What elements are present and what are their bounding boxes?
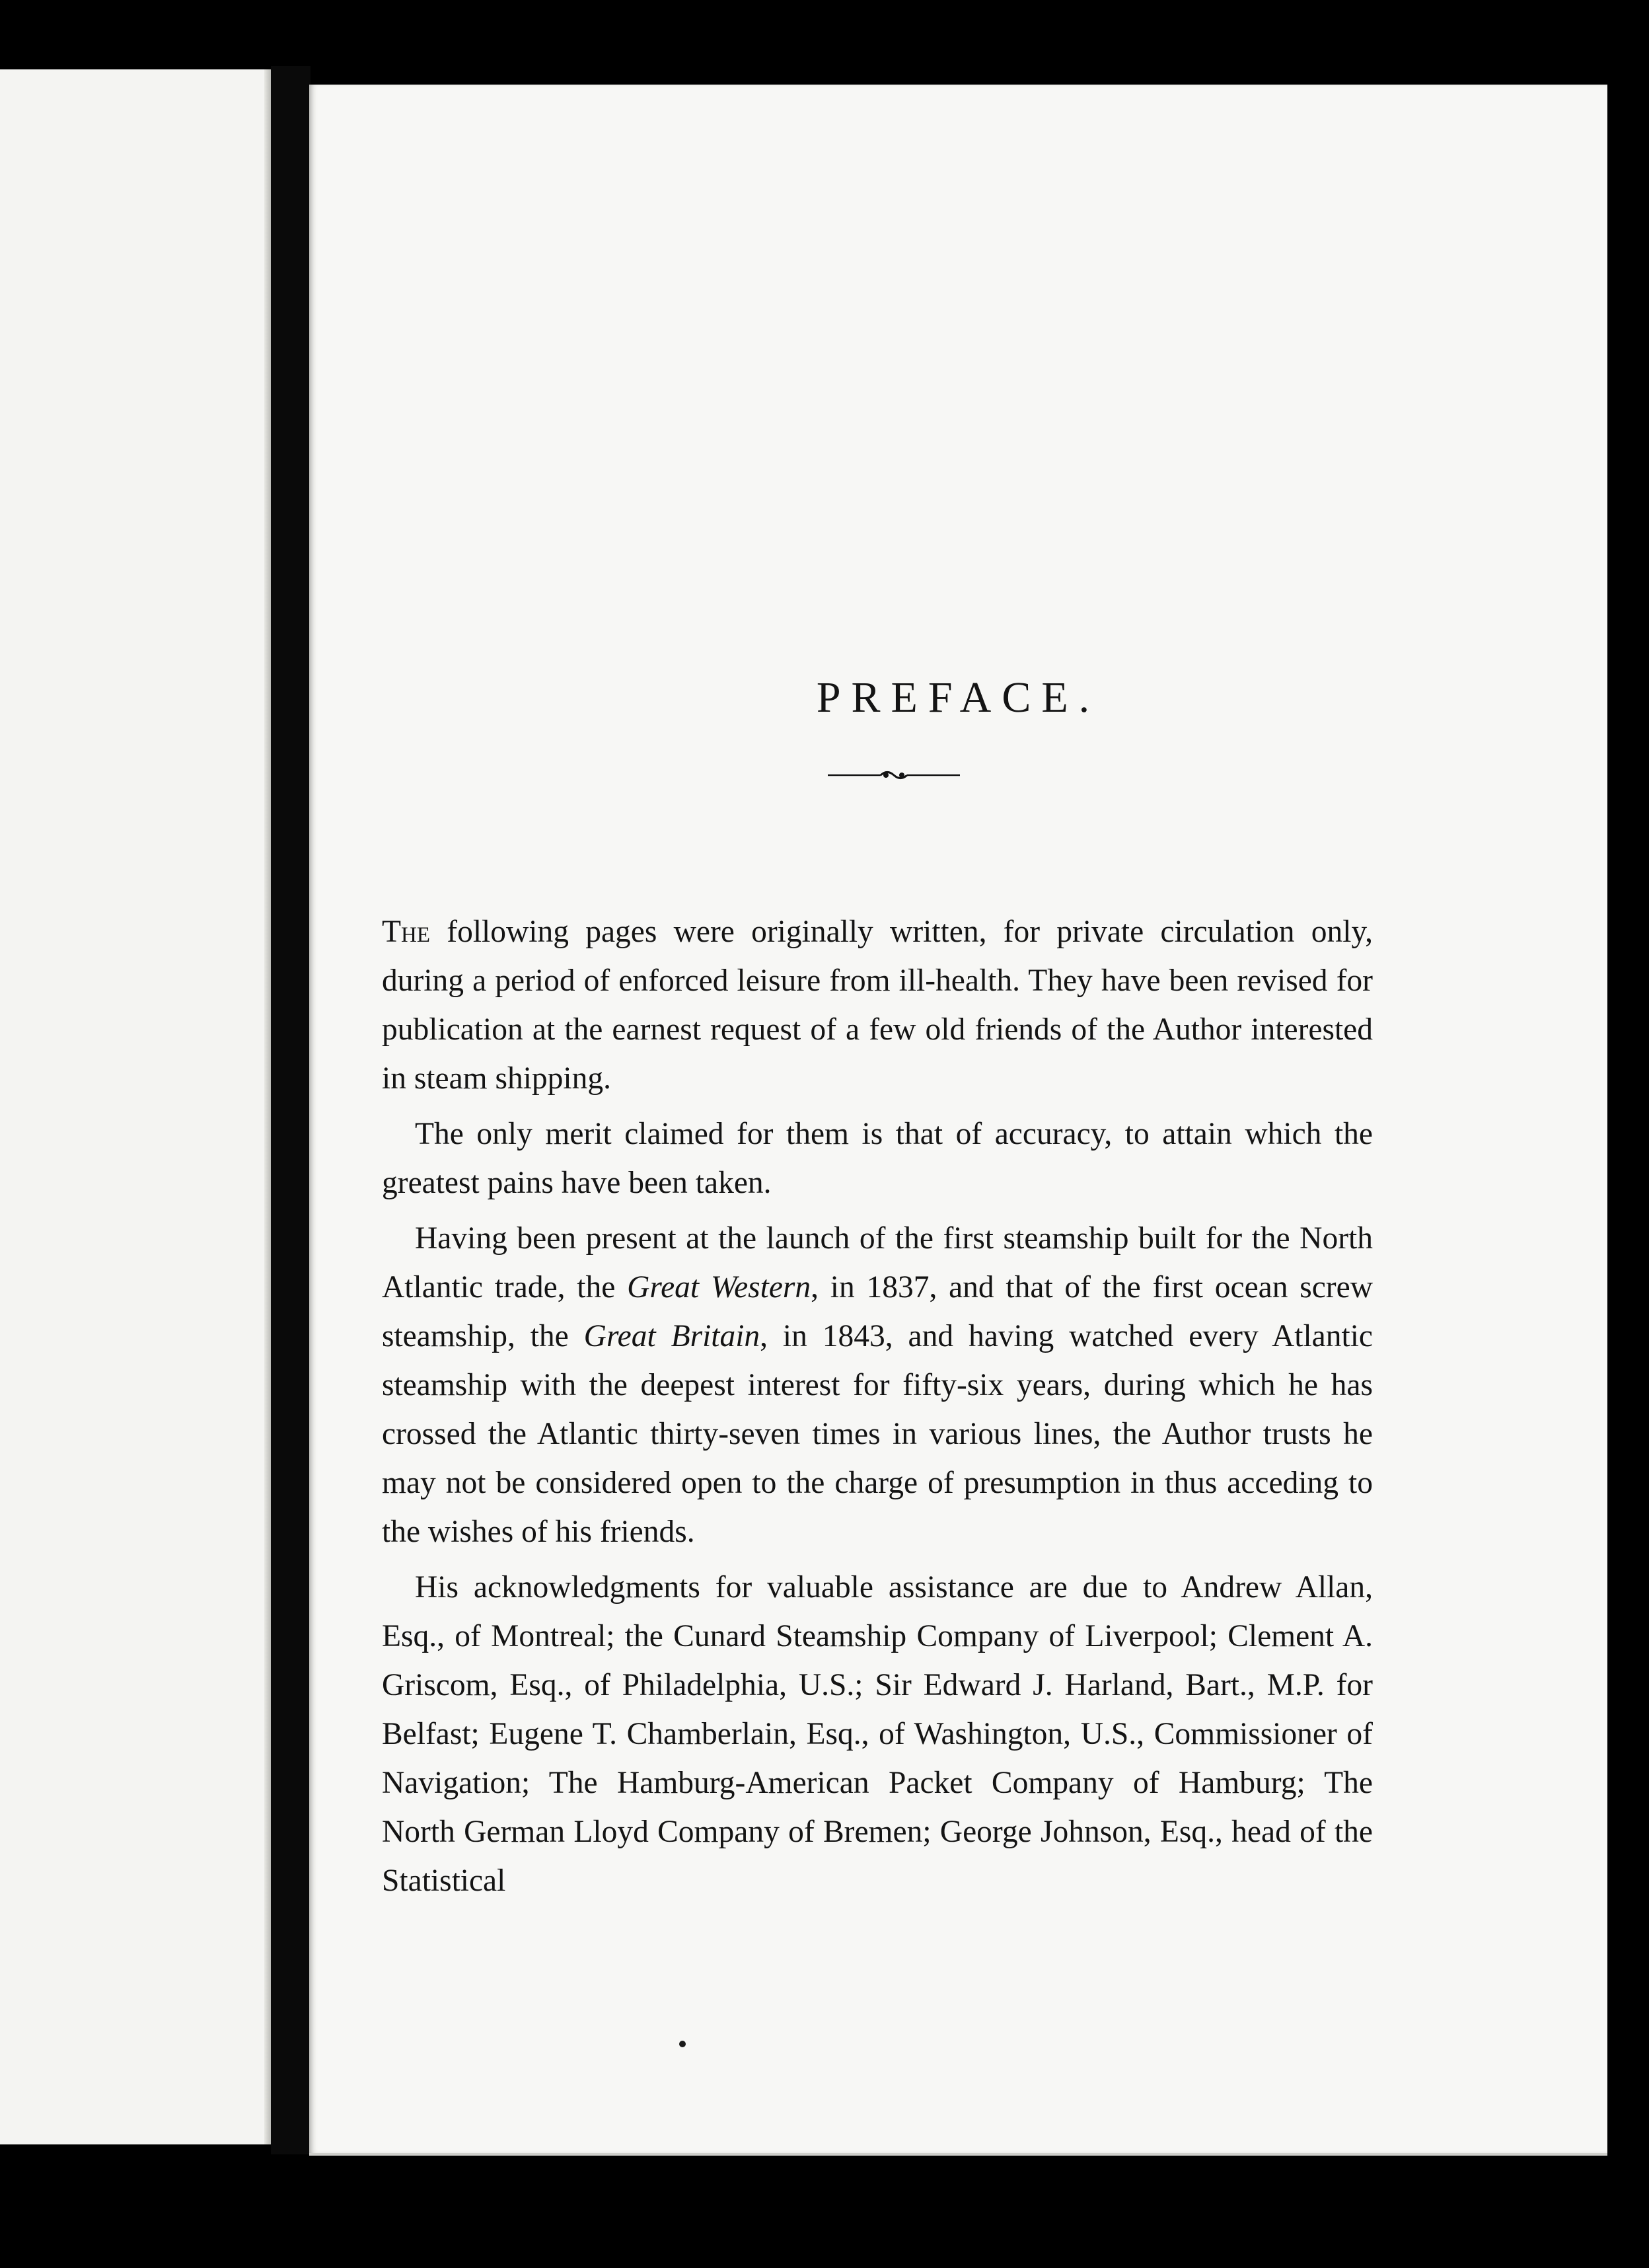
paragraph-1 bbox=[382, 907, 1373, 1103]
drop-lead: The bbox=[382, 915, 431, 949]
paragraph-3-text-c: , in 1843, and having watched every Atlantic steamship with the deepest interest for fifty-six years, during which he has crossed the Atlantic thirty-seven times in various lines, the Author trusts he may not be considered open to the charge of presumption in thus acceding to the wishes of his friends. bbox=[382, 1319, 1373, 1549]
paragraph-1-text: following pages were originally written, for private circulation only, during a period of enforced leisure from ill-health. They have been revised for publication at the earnest request of a few old friends of the Author interested in steam shipping. bbox=[382, 915, 1373, 1096]
book-page bbox=[309, 85, 1607, 2156]
ship-name-great-britain: Great Britain bbox=[583, 1319, 760, 1353]
paragraph-3-text-b: , in 1837, and that of the first ocean screw steamship, the bbox=[382, 1270, 1373, 1353]
page-title: PREFACE. bbox=[816, 673, 1101, 722]
paragraph-3 bbox=[382, 1214, 1373, 1556]
paragraph-3-text-a: Having been present at the launch of the first steamship built for the North Atlantic trade, the bbox=[382, 1221, 1373, 1304]
ink-speck bbox=[679, 2041, 686, 2047]
paragraph-2: The only merit claimed for them is that of accuracy, to attain which the greatest pains have been taken. bbox=[382, 1117, 1373, 1200]
preface-text bbox=[382, 907, 1373, 1912]
ornamental-rule-icon bbox=[828, 765, 960, 785]
paragraph-4: His acknowledgments for valuable assistance are due to Andrew Allan, Esq., of Montreal; the Cunard Steamship Company of Liverpool; Clement A. Griscom, Esq., of Philadelphia, U.S.; Sir Edward J. Harland, Bart., M.P. for Belfast; Eugene T. Chamberlain, Esq., of Washington, U.S., Commissioner of Navigation; The Hamburg-American Packet Company of Hamburg; The North German Lloyd Company of Bremen; George Johnson, Esq., head of the Statistical bbox=[382, 1570, 1373, 1898]
facing-page bbox=[0, 69, 275, 2144]
ship-name-great-western: Great Western bbox=[627, 1270, 811, 1304]
book-gutter bbox=[271, 66, 311, 2154]
